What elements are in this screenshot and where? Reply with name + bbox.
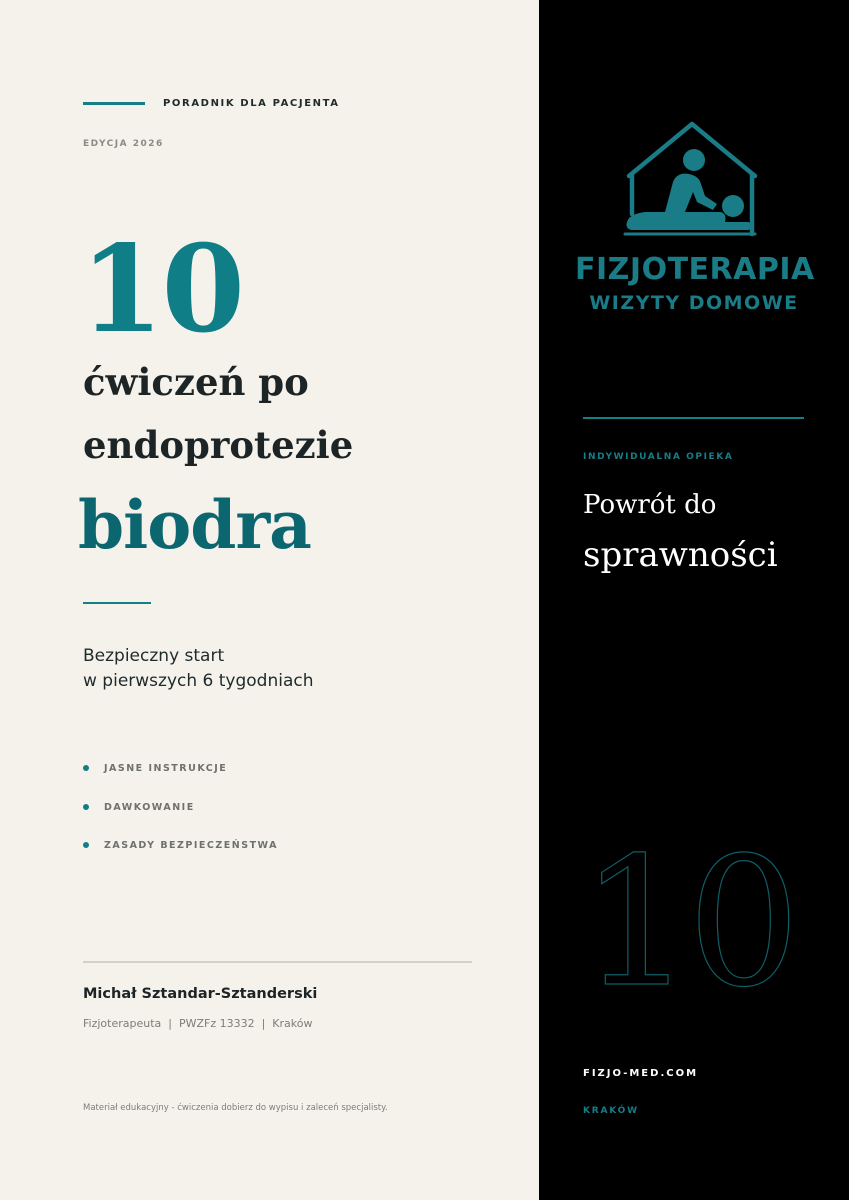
author-divider [83, 961, 472, 963]
title-line-2: endoprotezie [83, 423, 354, 467]
feature-label: ZASADY BEZPIECZEŃSTWA [104, 840, 278, 851]
big-number: 10 [80, 219, 243, 360]
city-label: KRAKÓW [583, 1106, 639, 1116]
feature-label: DAWKOWANIE [104, 801, 195, 813]
title-line-3: biodra [78, 486, 311, 564]
subtitle [83, 644, 314, 694]
right-eyebrow: INDYWIDUALNA OPIEKA [583, 452, 734, 462]
edition-label: EDYCJA 2026 [83, 139, 164, 149]
subtitle-line-2: w pierwszych 6 tygodniach [83, 671, 314, 691]
disclaimer: Materiał edukacyjny - ćwiczenia dobierz do wypisu i zaleceń specjalisty. [83, 1103, 388, 1113]
home-physiotherapy-icon [621, 118, 763, 238]
title-underline [83, 602, 151, 604]
bullet-dot-icon [83, 804, 89, 810]
logo-title: FIZJOTERAPIA [575, 252, 815, 287]
eyebrow-accent-line [83, 102, 145, 105]
feature-label: JASNE INSTRUKCJE [104, 763, 228, 774]
right-accent-line [583, 417, 804, 419]
subtitle-line-1: Bezpieczny start [83, 646, 225, 666]
logo-subtitle: WIZYTY DOMOWE [589, 292, 799, 314]
eyebrow-label: PORADNIK DLA PACJENTA [163, 98, 340, 109]
author-name: Michał Sztandar-Sztanderski [83, 986, 318, 1002]
outline-number [580, 828, 840, 998]
right-heading-line-2: sprawności [583, 535, 778, 575]
website-link[interactable]: FIZJO-MED.COM [583, 1068, 699, 1079]
outline-number-text: 10 [580, 828, 795, 998]
bullet-dot-icon [83, 842, 89, 848]
bullet-dot-icon [83, 765, 89, 771]
right-heading-line-1: Powrót do [583, 490, 717, 520]
title-line-1: ćwiczeń po [83, 360, 309, 404]
author-meta: Fizjoterapeuta | PWZFz 13332 | Kraków [83, 1017, 313, 1030]
